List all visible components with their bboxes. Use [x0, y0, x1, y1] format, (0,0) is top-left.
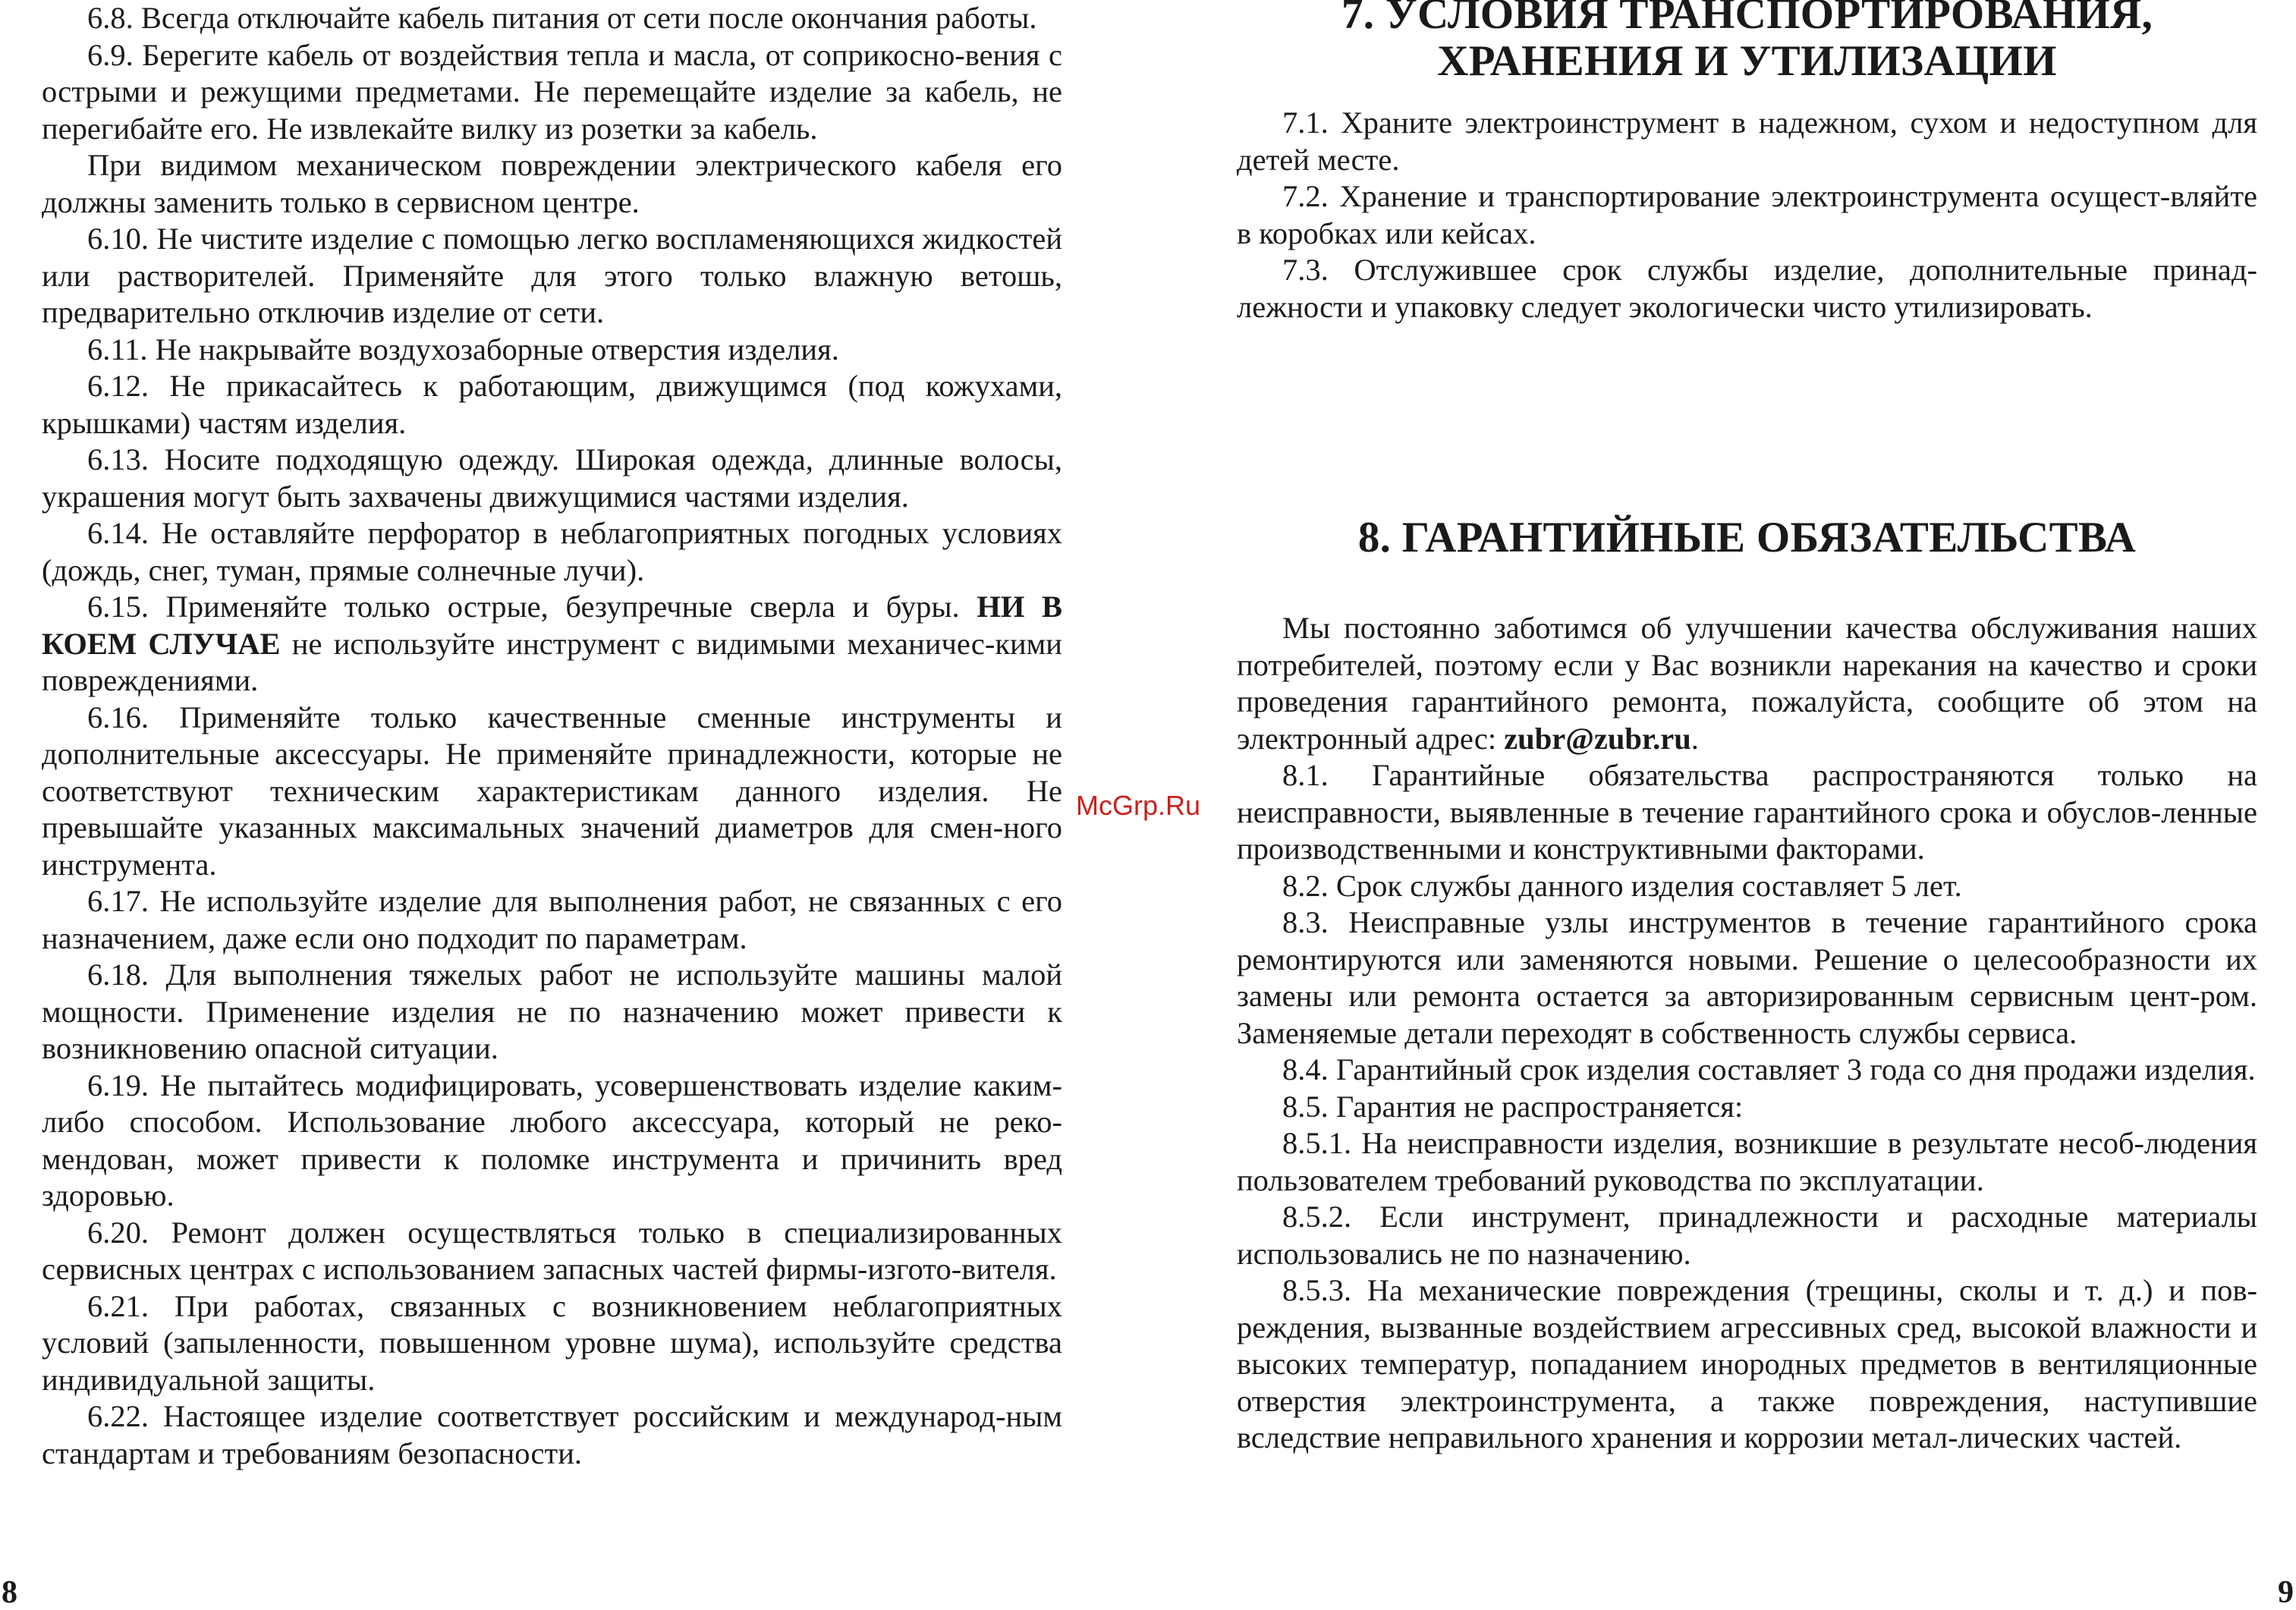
paragraph-6-16: 6.16. Применяйте только качественные сменные инструменты и дополнительные аксессуары. Не применяйте принадлежности, которые не соответствуют техническим характеристикам данного изделия. Не превышайте указанных максимальных значений диаметров для смен-ного инструмента. [42, 700, 1062, 882]
section-7-title-line-1: 7. УСЛОВИЯ ТРАНСПОРТИРОВАНИЯ, [1341, 0, 2153, 38]
warranty-intro-end: . [1691, 721, 1699, 756]
paragraph-8-4: 8.4. Гарантийный срок изделия составляет 3 года со дня продажи изделия. [1282, 1052, 2256, 1086]
paragraph-7-2: 7.2. Хранение и транспортирование электроинструмента осущест-вляйте в коробках или кейсах. [1237, 179, 2257, 250]
paragraph-7-3: 7.3. Отслужившее срок службы изделие, дополнительные принад-лежности и упаковку следует экологически чисто утилизировать. [1237, 253, 2257, 324]
paragraph-8-5-2: 8.5.2. Если инструмент, принадлежности и расходные материалы использовались не по назначению. [1237, 1200, 2257, 1271]
right-page-column [1237, 0, 2257, 1457]
paragraph-8-2: 8.2. Срок службы данного изделия составляет 5 лет. [1282, 868, 1962, 903]
paragraph-6-13: 6.13. Носите подходящую одежду. Широкая одежда, длинные волосы, украшения могут быть захвачены движущимися частями изделия. [42, 442, 1062, 514]
support-email-link[interactable]: zubr@zubr.ru [1504, 721, 1691, 756]
paragraph-6-15-start: 6.15. Применяйте только острые, безупречные сверла и буры. [87, 590, 977, 624]
paragraph-6-19: 6.19. Не пытайтесь модифицировать, усовершенствовать изделие каким-либо способом. Использование любого аксессуара, который не реко-мендован, может привести к поломке инструмента и причинить вред здоровью. [42, 1068, 1062, 1212]
paragraph-6-22: 6.22. Настоящее изделие соответствует российским и международ-ным стандартам и требованиям безопасности. [42, 1399, 1062, 1470]
paragraph-6-21: 6.21. При работах, связанных с возникновением неблагоприятных условий (запыленности, повышенном уровне шума), используйте средства индивидуальной защиты. [42, 1288, 1062, 1397]
paragraph-warranty-intro [1237, 610, 2257, 757]
paragraph-6-12: 6.12. Не прикасайтесь к работающим, движущимся (под кожухами, крышками) частям изделия. [42, 369, 1062, 440]
paragraph-6-11: 6.11. Не накрывайте воздухозаборные отверстия изделия. [87, 332, 839, 366]
paragraph-7-1: 7.1. Храните электроинструмент в надежном, сухом и недоступном для детей месте. [1237, 105, 2257, 177]
paragraph-8-1: 8.1. Гарантийные обязательства распространяются только на неисправности, выявленные в течение гарантийного срока и обуслов-ленные производственными и конструктивными факторами. [1237, 758, 2257, 866]
left-page-column [42, 0, 1062, 1472]
paragraph-6-17: 6.17. Не используйте изделие для выполнения работ, не связанных с его назначением, даже если оно подходит по параметрам. [42, 884, 1062, 955]
paragraph-6-8: 6.8. Всегда отключайте кабель питания от сети после окончания работы. [87, 1, 1037, 35]
paragraph-8-3: 8.3. Неисправные узлы инструментов в течение гарантийного срока ремонтируются или заменяются новыми. Решение о целесообразности их замены или ремонта остается за авторизированным сервисным цент-ром. Заменяемые детали переходят в собственность службы сервиса. [1237, 905, 2257, 1050]
watermark-text: McGrp.Ru [1076, 790, 1201, 821]
paragraph-6-15-emphasis: НИ В КОЕМ СЛУЧАЕ [42, 590, 1062, 661]
section-8-heading: 8. ГАРАНТИЙНЫЕ ОБЯЗАТЕЛЬСТВА [1357, 514, 2137, 561]
paragraph-6-10: 6.10. Не чистите изделие с помощью легко воспламеняющихся жидкостей или растворителей. Применяйте для этого только влажную ветошь, предварительно отключив изделие от сети. [42, 222, 1062, 329]
paragraph-6-15-end: не используйте инструмент с видимыми механичес-кими повреждениями. [42, 626, 1062, 697]
section-7-heading [1237, 0, 2257, 85]
paragraph-8-5-1: 8.5.1. На неисправности изделия, возникшие в результате несоб-людения пользователем требований руководства по эксплуатации. [1237, 1126, 2257, 1197]
paragraph-6-20: 6.20. Ремонт должен осуществляться только в специализированных сервисных центрах с использованием запасных частей фирмы-изгото-вителя. [42, 1215, 1062, 1286]
paragraph-6-14: 6.14. Не оставляйте перфоратор в неблагоприятных погодных условиях (дождь, снег, туман, прямые солнечные лучи). [42, 516, 1062, 587]
paragraph-8-5: 8.5. Гарантия не распространяется: [1282, 1089, 1744, 1124]
section-7-title-line-2: ХРАНЕНИЯ И УТИЛИЗАЦИИ [1437, 37, 2057, 85]
paragraph-8-5-3: 8.5.3. На механические повреждения (трещины, сколы и т. д.) и пов-реждения, вызванные воздействием агрессивных сред, высокой влажности и высоких температур, попаданием инородных предметов в вентиляционные отверстия электроинструмента, а также повреждения, наступившие вследствие неправильного хранения и коррозии метал-лических частей. [1237, 1273, 2257, 1454]
paragraph-6-9: 6.9. Берегите кабель от воздействия тепла и масла, от соприкосно-вения с острыми и режущими предметами. Не перемещайте изделие за кабель, не перегибайте его. Не извлекайте вилку из розетки за кабель. [42, 37, 1062, 146]
paragraph-6-15 [42, 589, 1062, 700]
page-number-left: 8 [2, 1575, 17, 1610]
warranty-intro-text: Мы постоянно заботимся об улучшении качества обслуживания наших потребителей, поэтому если у Вас возникли нарекания на качество и сроки проведения гарантийного ремонта, пожалуйста, сообщите об этом на электронный адрес: [1237, 611, 2257, 756]
paragraph-cable-damage: При видимом механическом повреждении электрического кабеля его должны заменить только в сервисном центре. [42, 148, 1062, 219]
paragraph-6-18: 6.18. Для выполнения тяжелых работ не используйте машины малой мощности. Применение изделия не по назначению может привести к возникновению опасной ситуации. [42, 958, 1062, 1065]
page-number-right: 9 [2278, 1575, 2294, 1610]
